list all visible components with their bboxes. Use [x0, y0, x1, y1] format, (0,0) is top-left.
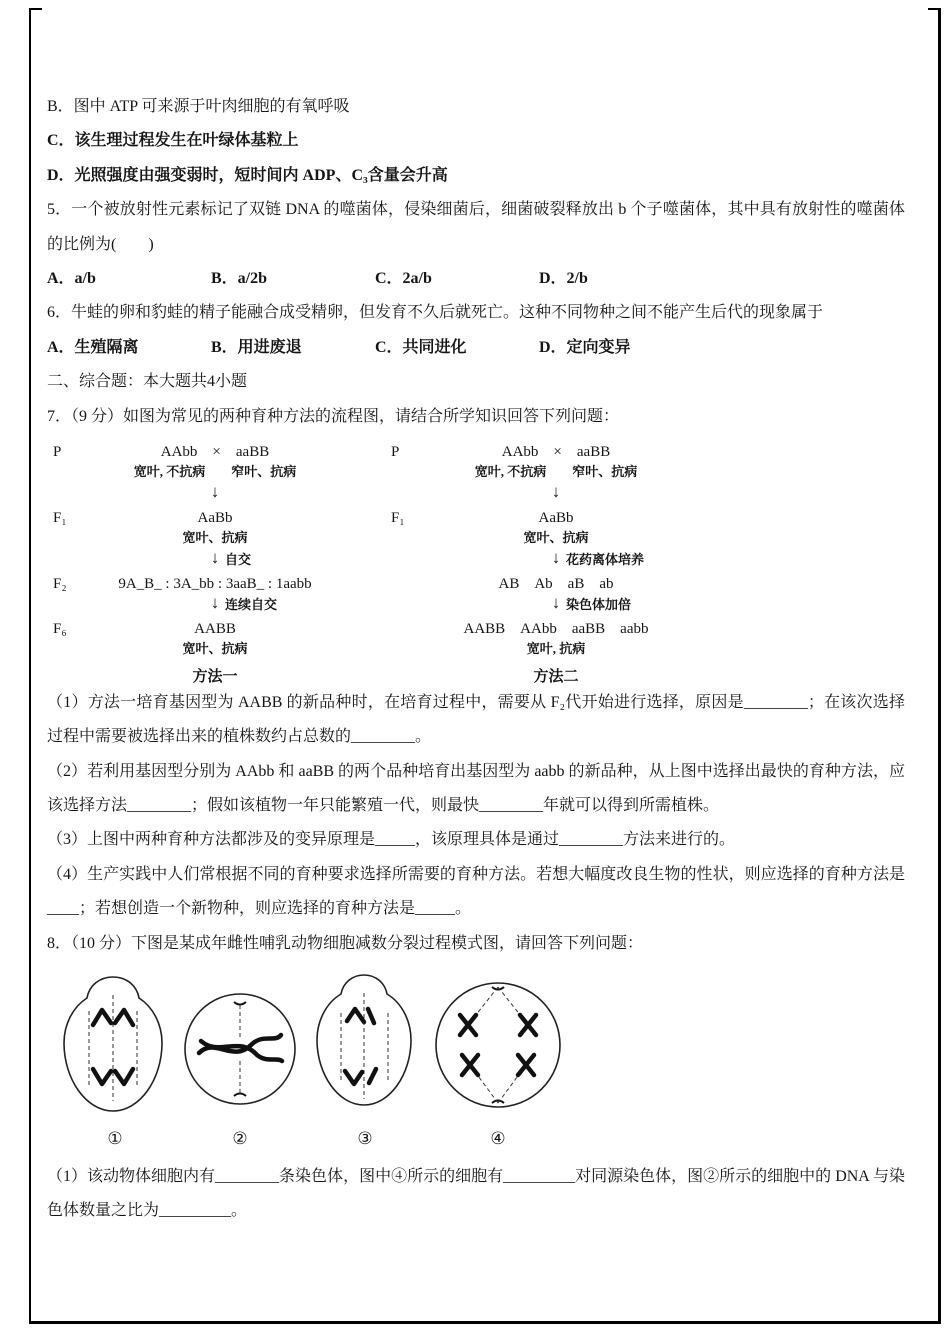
section-2-title: 二、综合题：本大题共4小题 — [47, 373, 248, 391]
generation-label-p: P — [391, 443, 400, 460]
f6-phenotype: 宽叶、抗病 — [182, 641, 248, 656]
option-b: B．用进废退 — [211, 338, 302, 356]
cell-diagram-3 — [305, 969, 425, 1158]
parent-phenotypes: 宽叶, 不抗病 窄叶、抗病 — [133, 464, 297, 480]
generation-label-f1: F₁ — [391, 509, 405, 526]
option-line-c: C．该生理过程发生在叶绿体基粒上 — [47, 132, 299, 150]
generation-label-f6: F₆ — [53, 620, 67, 637]
method-one-caption: 方法一 — [192, 668, 238, 685]
method-two-flowchart — [391, 442, 721, 687]
option-line-d: D．光照强度由强变弱时，短时间内 ADP、C₃含量会升高 — [47, 166, 448, 184]
cell-label-3: ③ — [357, 1129, 373, 1149]
cell-label-4: ④ — [490, 1129, 506, 1149]
f1-genotype: AaBb — [538, 509, 574, 526]
option-d: D．2/b — [539, 269, 588, 287]
doubled-phenotype: 宽叶, 抗病 — [526, 641, 586, 656]
question-7-sub2: （2）若利用基因型分别为 AAbb 和 aaBB 的两个品种培育出基因型为 aabb 的新品种，从上图中选择出最快的育种方法，应该选择方法________；假如该植物一年只能繁殖一代，则最快________年就可以得到所需植株。 — [47, 762, 905, 815]
breeding-flowchart — [47, 440, 905, 685]
meiosis-cell-diagrams — [55, 969, 905, 1158]
page-border-left — [29, 8, 31, 1322]
question-5-stem: 5．一个被放射性元素标记了双链 DNA 的噬菌体，侵染细菌后，细菌破裂释放出 b 个子噬菌体，其中具有放射性的噬菌体的比例为( ) — [47, 201, 905, 253]
meiosis-cell-3-icon — [305, 969, 425, 1119]
cell-label-2: ② — [232, 1129, 248, 1149]
method-two-caption: 方法二 — [533, 668, 579, 685]
arrow-down-icon: ↓ — [551, 481, 561, 501]
cell-diagram-2 — [181, 969, 299, 1158]
question-7-sub4: （4）生产实践中人们常根据不同的育种要求选择所需要的育种方法。若想大幅度改良生物的性状，则应选择的育种方法是____；若想创造一个新物种，则应选择的育种方法是_____。 — [47, 865, 905, 918]
question-8-sub1: （1）该动物体细胞内有________条染色体，图中④所示的细胞有_________对同源染色体，图②所示的细胞中的 DNA 与染色体数量之比为_________。 — [47, 1167, 905, 1219]
option-d: D．定向变异 — [539, 338, 631, 356]
page-border-right — [938, 8, 941, 1322]
f2-ratio: 9A_B_ : 3A_bb : 3aaB_ : 1aabb — [118, 575, 312, 592]
arrow-down-icon: ↓ — [210, 592, 220, 612]
option-a: A．a/b — [47, 269, 96, 287]
question-8-intro: 8．（10 分）下图是某成年雌性哺乳动物细胞减数分裂过程模式图，请回答下列问题： — [47, 934, 644, 952]
f6-genotype: AABB — [194, 620, 236, 637]
question-5-options — [47, 262, 905, 296]
option-line-b: B．图中 ATP 可来源于叶肉细胞的有氧呼吸 — [47, 98, 350, 115]
arrow-label-continuous-selfing: 连续自交 — [225, 596, 278, 612]
cell-diagram-1 — [55, 969, 175, 1158]
generation-label-f2: F₂ — [53, 575, 67, 592]
method-one-flowchart — [53, 442, 377, 687]
question-6-stem: 6．牛蛙的卵和豹蛙的精子能融合成受精卵，但发育不久后就死亡。这种不同物种之间不能产生后代的现象属于 — [47, 304, 824, 322]
question-7-sub1: （1）方法一培育基因型为 AABB 的新品种时，在培育过程中，需要从 F₂代开始进行选择，原因是________；在该次选择过程中需要被选择出来的植株数约占总数的________。 — [47, 693, 905, 746]
arrow-label-anther-culture: 花药离体培养 — [566, 551, 645, 567]
cell-label-1: ① — [107, 1129, 123, 1149]
parent-cross-genotypes: AAbb × aaBB — [501, 443, 611, 460]
f1-phenotype: 宽叶、抗病 — [523, 529, 589, 545]
arrow-down-icon: ↓ — [551, 547, 561, 567]
option-c: C．2a/b — [375, 269, 432, 287]
option-b: B．a/2b — [211, 269, 268, 287]
generation-label-f1: F₁ — [53, 509, 67, 526]
question-7-sub3: （3）上图中两种育种方法都涉及的变异原理是_____，该原理具体是通过________方法来进行的。 — [47, 831, 736, 849]
option-a: A．生殖隔离 — [47, 338, 139, 356]
cell-diagram-4 — [431, 969, 565, 1158]
question-7-intro: 7．（9 分）如图为常见的两种育种方法的流程图，请结合所学知识回答下列问题： — [47, 407, 620, 425]
arrow-down-icon: ↓ — [210, 547, 220, 567]
doubled-genotypes: AABB AAbb aaBB aabb — [463, 620, 649, 637]
option-c: C．共同进化 — [375, 338, 467, 356]
arrow-label-chromosome-doubling: 染色体加倍 — [566, 596, 632, 612]
parent-cross-genotypes: AAbb × aaBB — [160, 443, 270, 460]
question-6-options — [47, 331, 905, 365]
f1-phenotype: 宽叶、抗病 — [182, 529, 248, 545]
gamete-genotypes: AB Ab aB ab — [498, 575, 614, 592]
arrow-label-selfing: 自交 — [225, 551, 252, 567]
meiosis-cell-4-icon — [431, 969, 565, 1119]
meiosis-cell-2-icon — [181, 969, 299, 1119]
meiosis-cell-1-icon — [55, 969, 175, 1119]
page-border-bottom — [29, 1321, 941, 1324]
exam-content — [47, 90, 905, 1228]
parent-phenotypes: 宽叶, 不抗病 窄叶、抗病 — [474, 464, 638, 480]
f1-genotype: AaBb — [197, 509, 233, 526]
arrow-down-icon: ↓ — [210, 481, 220, 501]
generation-label-p: P — [53, 443, 62, 460]
arrow-down-icon: ↓ — [551, 592, 561, 612]
